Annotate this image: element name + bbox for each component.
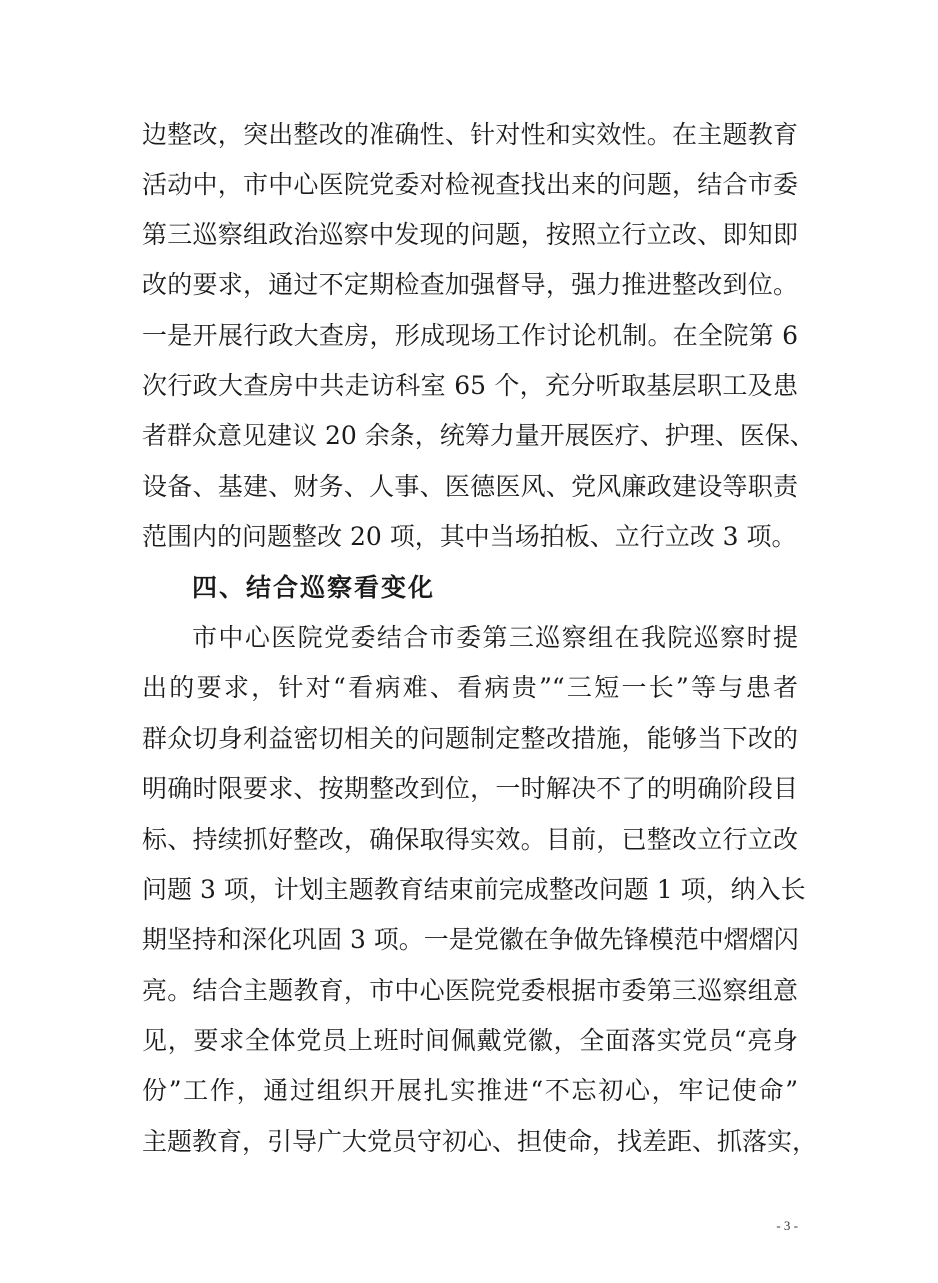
paragraph-line: 群众切身利益密切相关的问题制定整改措施，能够当下改的 xyxy=(142,724,798,753)
paragraph-line: 期坚持和深化巩固 3 项。一是党徽在争做先锋模范中熠熠闪 xyxy=(142,925,799,954)
paragraph-line: 明确时限要求、按期整改到位，一时解决不了的明确阶段目 xyxy=(142,774,798,803)
paragraph-line: 市中心医院党委结合市委第三巡察组在我院巡察时提 xyxy=(192,623,798,652)
page-number: - 3 - xyxy=(776,1218,798,1233)
paragraph-line: 次行政大查房中共走访科室 65 个，充分听取基层职工及患 xyxy=(142,371,798,400)
paragraph-line: 主题教育，引导广大党员守初心、担使命，找差距、抓落实， xyxy=(142,1127,818,1156)
section-heading: 四、结合巡察看变化 xyxy=(192,573,436,602)
paragraph-line: 者群众意见建议 20 余条，统筹力量开展医疗、护理、医保、 xyxy=(142,421,815,450)
paragraph-line: 设备、基建、财务、人事、医德医风、党风廉政建设等职责 xyxy=(142,472,798,501)
paragraph-line: 边整改，突出整改的准确性、针对性和实效性。在主题教育 xyxy=(142,120,798,149)
paragraph-line: 改的要求，通过不定期检查加强督导，强力推进整改到位。 xyxy=(142,270,798,299)
paragraph-line: 活动中，市中心医院党委对检视查找出来的问题，结合市委 xyxy=(142,170,798,199)
paragraph-line: 一是开展行政大查房，形成现场工作讨论机制。在全院第 6 xyxy=(142,321,798,350)
paragraph-line: 出的要求，针对“看病难、看病贵”“三短一长”等与患者 xyxy=(142,673,798,702)
paragraph-line: 标、持续抓好整改，确保取得实效。目前，已整改立行立改 xyxy=(142,825,798,854)
paragraph-line: 份”工作，通过组织开展扎实推进“不忘初心，牢记使命” xyxy=(142,1076,798,1105)
paragraph-line: 亮。结合主题教育，市中心医院党委根据市委第三巡察组意 xyxy=(142,976,798,1005)
paragraph-line: 问题 3 项，计划主题教育结束前完成整改问题 1 项，纳入长 xyxy=(142,875,806,904)
paragraph-line: 第三巡察组政治巡察中发现的问题，按照立行立改、即知即 xyxy=(142,220,798,249)
paragraph-line: 见，要求全体党员上班时间佩戴党徽，全面落实党员“亮身 xyxy=(142,1026,798,1055)
paragraph-line: 范围内的问题整改 20 项，其中当场拍板、立行立改 3 项。 xyxy=(142,522,797,551)
